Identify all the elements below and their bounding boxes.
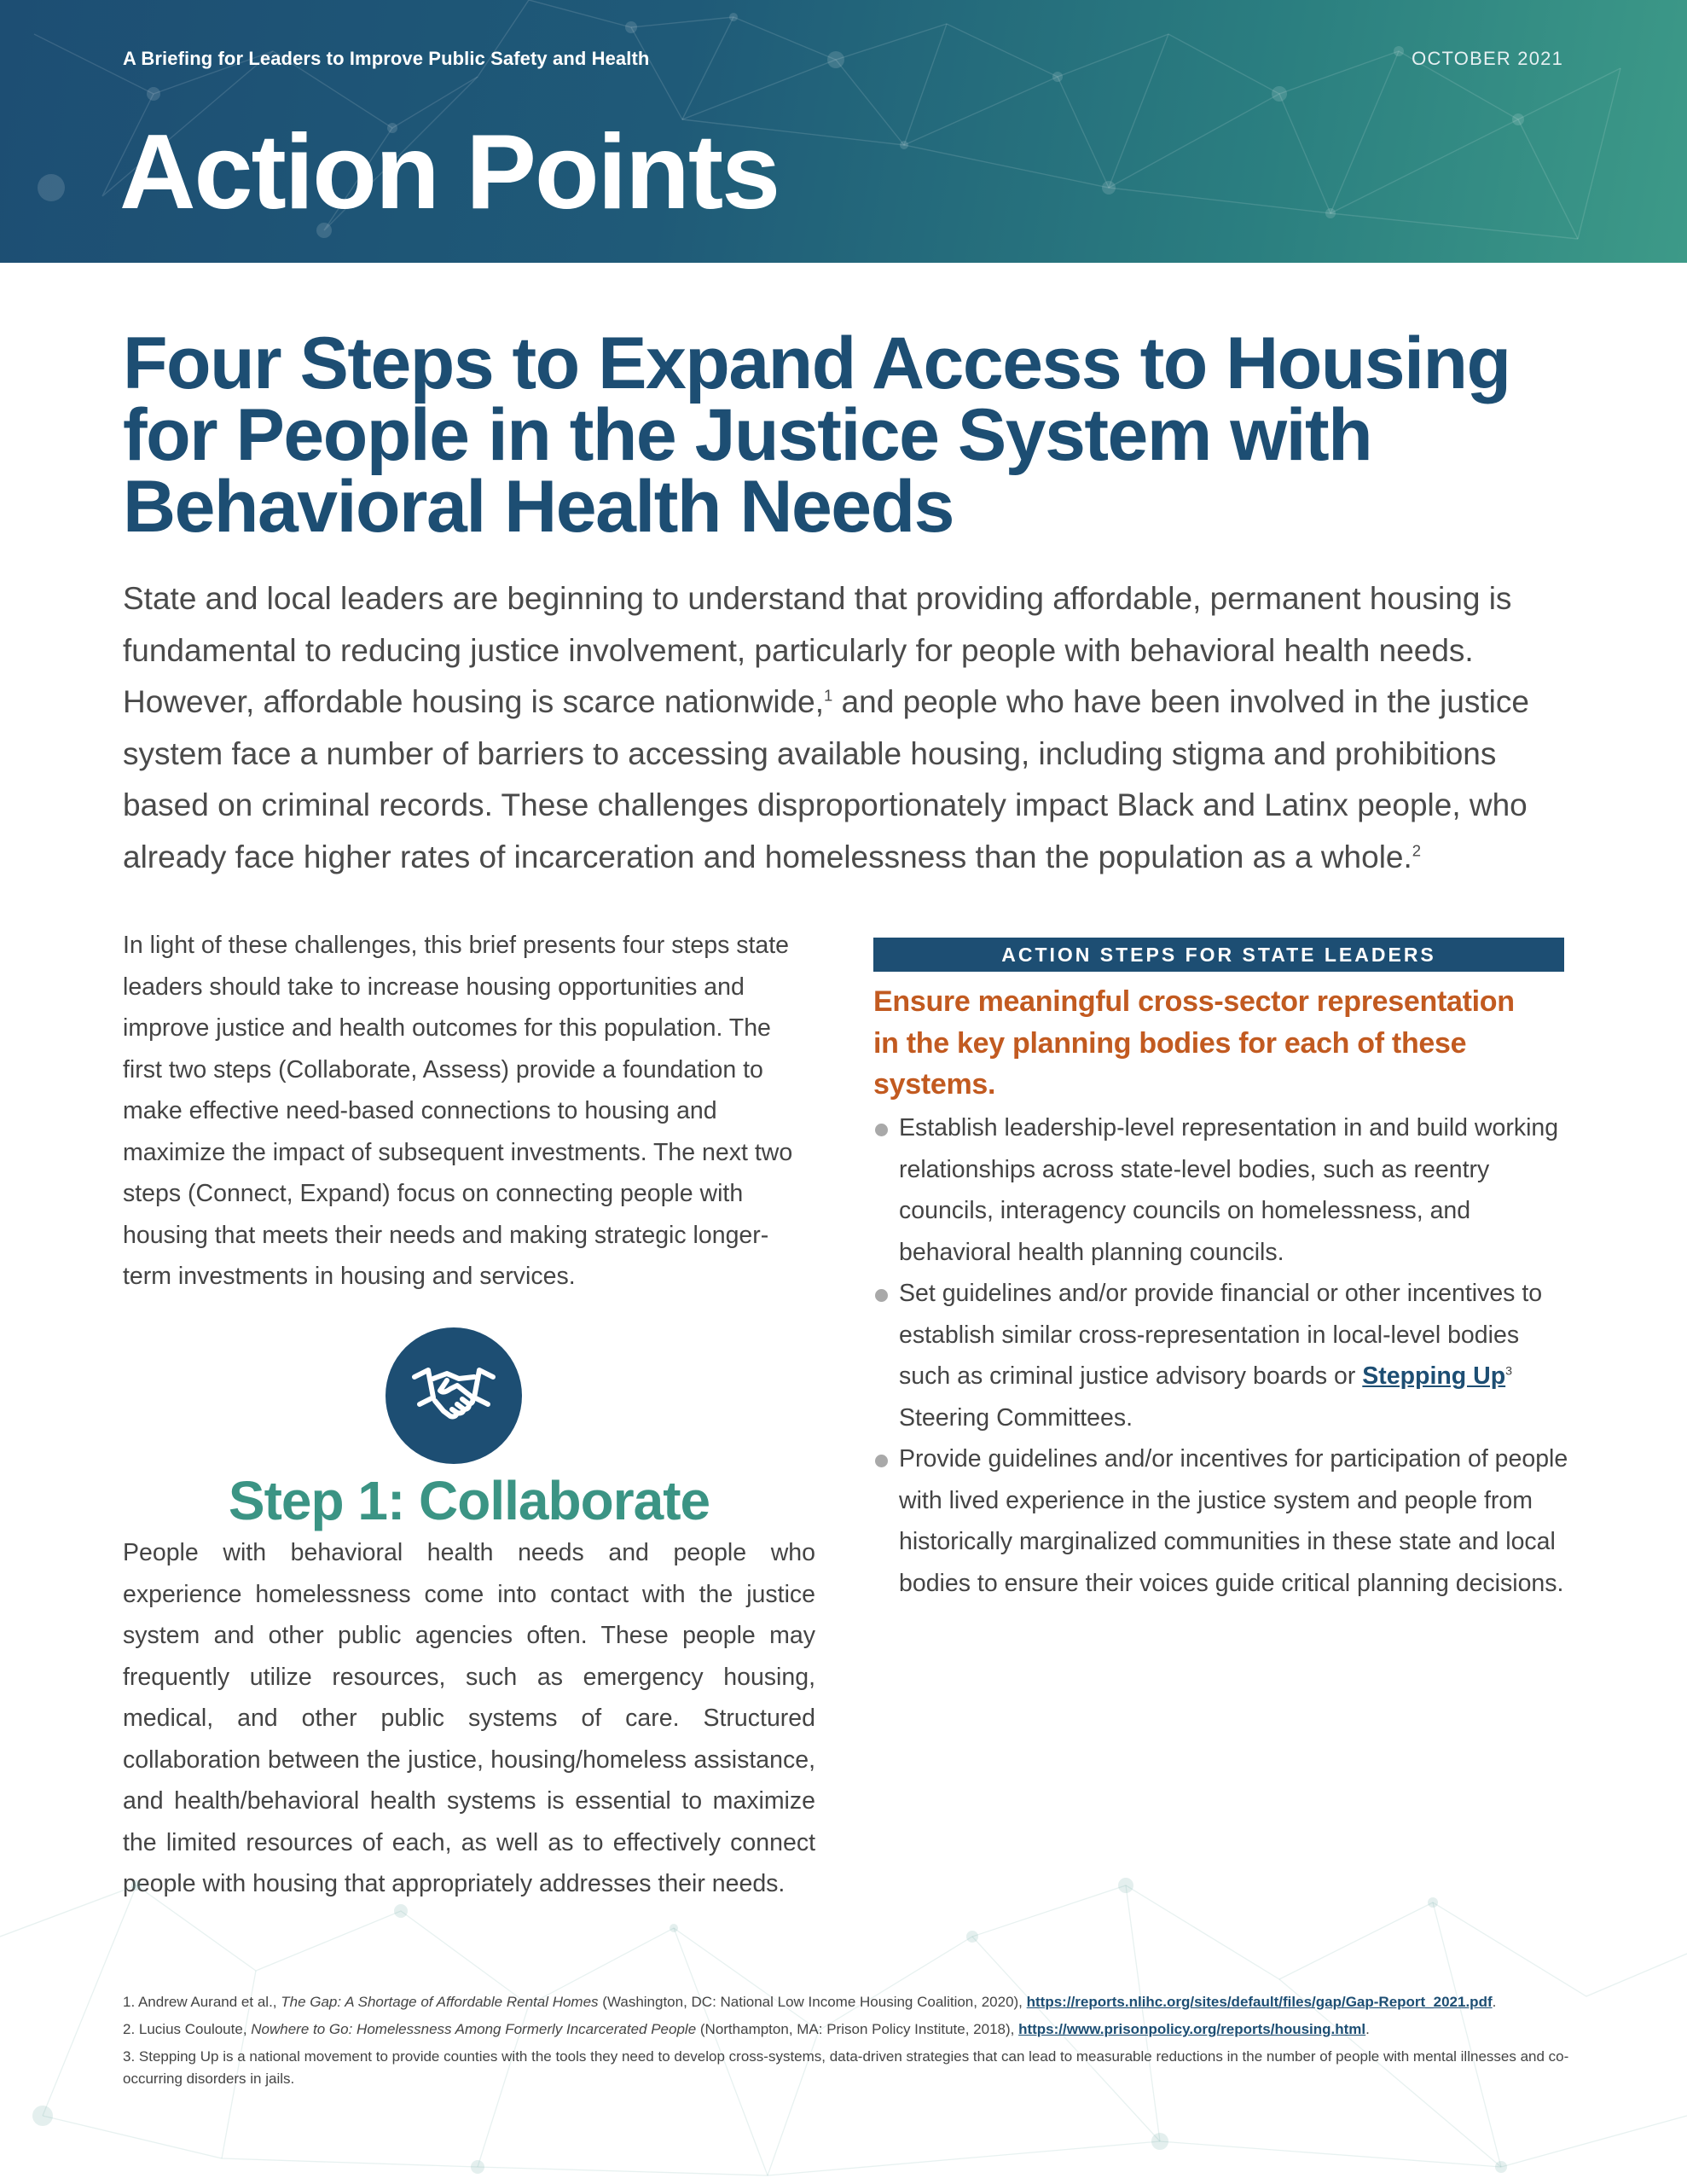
bullet-dot-icon: [875, 1289, 888, 1302]
action-steps-header: ACTION STEPS FOR STATE LEADERS: [873, 938, 1564, 972]
footnote-1-title: The Gap: A Shortage of Affordable Rental Homes: [281, 1994, 599, 2010]
lead-paragraph: [123, 573, 1573, 883]
header-banner: [0, 0, 1687, 263]
publication-title: Action Points: [119, 113, 780, 231]
action-steps-subhead: Ensure meaningful cross-sector representation in the key planning bodies for each of these systems.: [873, 985, 1515, 1101]
footnote-1-publisher: (Washington, DC: National Low Income Housing Coalition, 2020),: [598, 1994, 1027, 2010]
stepping-up-link[interactable]: Stepping Up: [1362, 1362, 1506, 1390]
footnote-2-author: 2. Lucius Couloute,: [123, 2021, 252, 2037]
briefing-tagline: A Briefing for Leaders to Improve Public Safety and Health: [123, 48, 650, 69]
footnote-3: 3. Stepping Up is a national movement to provide counties with the tools they need to develop cross-systems, data-driven strategies that can lead to measurable reductions in the number of people with mental illnesses and co-occurring disorders in jails.: [123, 2048, 1569, 2087]
bullet-text: Set guidelines and/or provide financial or other incentives to establish similar cross-representation in local-level bodies such as criminal justice advisory boards or: [899, 1280, 1543, 1390]
footnote-ref-2[interactable]: 2: [1412, 841, 1422, 860]
page-title: Four Steps to Expand Access to Housing for People in the Justice System with Behavioral Health Needs: [123, 322, 1510, 548]
footnotes: [123, 1991, 1573, 2095]
footnote-2: 2. Lucius Couloute, Nowhere to Go: Homelessness Among Formerly Incarcerated People (Northampton, MA: Prison Policy Institute, 2018), https://www.prisonpolicy.org/reports/housing.html.: [123, 2021, 1370, 2037]
action-steps-list: [873, 1107, 1573, 1604]
footnote-1-author: 1. Andrew Aurand et al.,: [123, 1994, 281, 2010]
list-item: [873, 1107, 1573, 1273]
footnote-1: 1. Andrew Aurand et al., The Gap: A Shortage of Affordable Rental Homes (Washington, DC: National Low Income Housing Coalition, 2020), https://reports.nlihc.org/sites/default/files/gap/Gap-Report_2021.pdf.: [123, 1994, 1497, 2010]
footnote-ref-3[interactable]: 3: [1505, 1364, 1513, 1379]
bullet-text-end: Steering Committees.: [899, 1403, 1133, 1432]
intro-paragraph: In light of these challenges, this brief presents four steps state leaders should take to increase housing opportunities and improve justice and health outcomes for this population. The first two steps (Collaborate, Assess) provide a foundation to make effective need-based connections to housing and maximize the impact of subsequent investments. The next two steps (Connect, Expand) focus on connecting people with housing that meets their needs and making strategic longer-term investments in housing and services.: [123, 932, 793, 1290]
bullet-dot-icon: [875, 1124, 888, 1136]
lead-text-part1: State and local leaders are beginning to understand that providing affordable, permanent housing is fundamental to reducing justice involvement, particularly for people with behavioral health needs. However, affordable housing is scarce nationwide,: [123, 581, 1512, 719]
bullet-text: Establish leadership-level representation in and build working relationships across state-level bodies, such as reentry councils, interagency councils on homelessness, and behavioral health planning councils.: [899, 1114, 1559, 1266]
footnote-2-title: Nowhere to Go: Homelessness Among Formerly Incarcerated People: [251, 2021, 697, 2037]
publication-date: OCTOBER 2021: [1412, 48, 1563, 69]
footnote-2-publisher: (Northampton, MA: Prison Policy Institute, 2018),: [696, 2021, 1019, 2037]
bullet-text: Provide guidelines and/or incentives for participation of people with lived experience in the justice system and people from historically marginalized communities in these state and local bodies to ensure their voices guide critical planning decisions.: [899, 1445, 1568, 1597]
handshake-icon: [386, 1327, 522, 1464]
bullet-dot-icon: [875, 1455, 888, 1467]
list-item: [873, 1273, 1573, 1438]
footnote-ref-1[interactable]: 1: [824, 686, 833, 705]
step-1-title: Step 1: Collaborate: [228, 1470, 710, 1531]
lead-text-part2: and people who have been involved in the justice system face a number of barriers to accessing available housing, including stigma and prohibitions based on criminal records. These challenges disproportionately impact Black and Latinx people, who already face higher rates of incarceration and homelessness than the population as a whole.: [123, 684, 1529, 874]
footnote-2-link[interactable]: https://www.prisonpolicy.org/reports/housing.html: [1018, 2021, 1366, 2037]
list-item: [873, 1438, 1573, 1604]
step-1-body: People with behavioral health needs and people who experience homelessness come into contact with the justice system and other public agencies often. These people may frequently utilize resources, such as emergency housing, medical, and other public systems of care. Structured collaboration between the justice, housing/homeless assistance, and health/behavioral health systems is essential to maximize the limited resources of each, as well as to effectively connect people with housing that appropriately addresses their needs.: [123, 1539, 815, 1897]
footnote-1-link[interactable]: https://reports.nlihc.org/sites/default/files/gap/Gap-Report_2021.pdf: [1026, 1994, 1493, 2010]
